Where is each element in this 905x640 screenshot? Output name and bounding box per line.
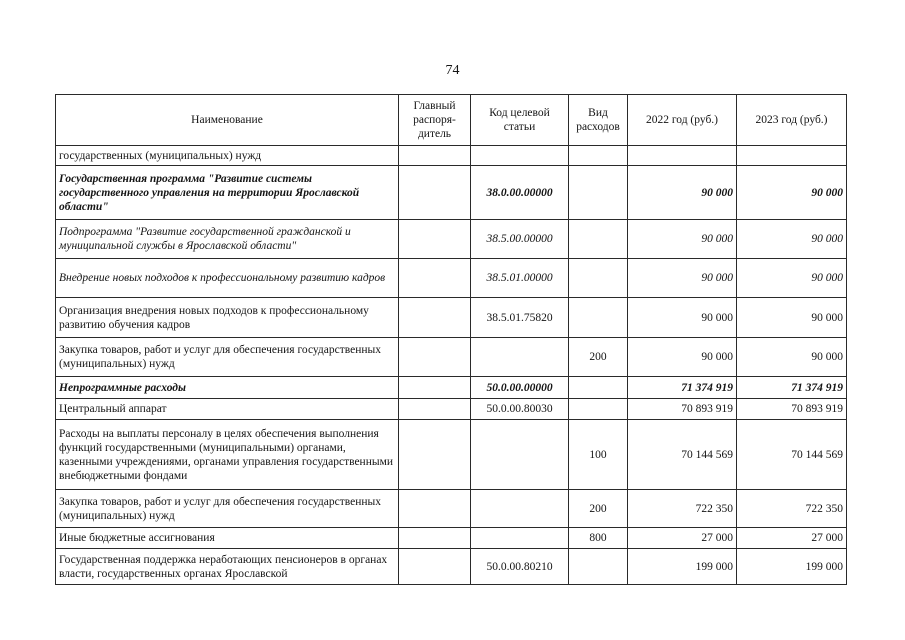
cell-name: Организация внедрения новых подходов к профессиональному развитию обучения кадров xyxy=(56,298,399,338)
cell-name: Подпрограмма "Развитие государственной гражданской и муниципальной службы в Ярославской области" xyxy=(56,220,399,259)
table-row xyxy=(56,166,847,220)
table-row xyxy=(56,420,847,490)
table-row xyxy=(56,220,847,259)
cell-manager xyxy=(399,377,471,399)
cell-manager xyxy=(399,338,471,377)
cell-amount-2023: 70 144 569 xyxy=(737,420,847,490)
table-row xyxy=(56,338,847,377)
cell-amount-2022: 27 000 xyxy=(628,528,737,549)
table-row xyxy=(56,298,847,338)
cell-amount-2023: 199 000 xyxy=(737,549,847,585)
cell-manager xyxy=(399,298,471,338)
cell-amount-2022: 71 374 919 xyxy=(628,377,737,399)
table-row xyxy=(56,377,847,399)
cell-target-code: 38.5.01.00000 xyxy=(471,259,569,298)
table-row xyxy=(56,528,847,549)
cell-amount-2023 xyxy=(737,146,847,166)
cell-expense-type xyxy=(569,166,628,220)
cell-target-code: 50.0.00.80030 xyxy=(471,399,569,420)
cell-amount-2023: 90 000 xyxy=(737,220,847,259)
cell-manager xyxy=(399,528,471,549)
cell-expense-type: 100 xyxy=(569,420,628,490)
cell-target-code: 50.0.00.80210 xyxy=(471,549,569,585)
cell-expense-type xyxy=(569,146,628,166)
cell-expense-type: 200 xyxy=(569,490,628,528)
header-year-2023: 2023 год (руб.) xyxy=(737,95,847,146)
cell-amount-2023: 722 350 xyxy=(737,490,847,528)
cell-amount-2023: 71 374 919 xyxy=(737,377,847,399)
cell-expense-type: 200 xyxy=(569,338,628,377)
table-row xyxy=(56,399,847,420)
cell-amount-2022: 90 000 xyxy=(628,220,737,259)
cell-manager xyxy=(399,420,471,490)
cell-manager xyxy=(399,399,471,420)
cell-target-code xyxy=(471,528,569,549)
cell-target-code xyxy=(471,146,569,166)
cell-amount-2022: 70 893 919 xyxy=(628,399,737,420)
cell-amount-2022: 722 350 xyxy=(628,490,737,528)
page-number: 74 xyxy=(445,63,460,78)
cell-amount-2023: 90 000 xyxy=(737,298,847,338)
cell-expense-type xyxy=(569,220,628,259)
header-manager: Главный распоря-дитель xyxy=(399,95,471,146)
cell-name: Центральный аппарат xyxy=(56,399,399,420)
cell-expense-type xyxy=(569,298,628,338)
cell-amount-2023: 70 893 919 xyxy=(737,399,847,420)
budget-table xyxy=(55,94,847,585)
table-row xyxy=(56,259,847,298)
cell-target-code: 50.0.00.00000 xyxy=(471,377,569,399)
cell-manager xyxy=(399,549,471,585)
cell-amount-2022: 90 000 xyxy=(628,298,737,338)
cell-manager xyxy=(399,490,471,528)
cell-target-code xyxy=(471,490,569,528)
cell-amount-2022: 199 000 xyxy=(628,549,737,585)
table-row xyxy=(56,146,847,166)
header-year-2022: 2022 год (руб.) xyxy=(628,95,737,146)
cell-manager xyxy=(399,259,471,298)
header-name: Наименование xyxy=(56,95,399,146)
cell-name: Государственная поддержка неработающих пенсионеров в органах власти, государственных органах Ярославской xyxy=(56,549,399,585)
cell-expense-type xyxy=(569,377,628,399)
cell-target-code: 38.5.01.75820 xyxy=(471,298,569,338)
table-row xyxy=(56,490,847,528)
cell-name: Непрограммные расходы xyxy=(56,377,399,399)
cell-amount-2022: 90 000 xyxy=(628,338,737,377)
cell-manager xyxy=(399,166,471,220)
cell-name: Внедрение новых подходов к профессиональному развитию кадров xyxy=(56,259,399,298)
cell-target-code xyxy=(471,338,569,377)
cell-amount-2022: 90 000 xyxy=(628,259,737,298)
cell-expense-type xyxy=(569,399,628,420)
cell-amount-2023: 90 000 xyxy=(737,166,847,220)
cell-target-code xyxy=(471,420,569,490)
cell-name: государственных (муниципальных) нужд xyxy=(56,146,399,166)
table-header-row xyxy=(56,95,847,146)
cell-name: Закупка товаров, работ и услуг для обеспечения государственных (муниципальных) нужд xyxy=(56,490,399,528)
cell-expense-type xyxy=(569,259,628,298)
header-expense-type: Вид расходов xyxy=(569,95,628,146)
cell-amount-2023: 90 000 xyxy=(737,259,847,298)
cell-manager xyxy=(399,220,471,259)
table-body xyxy=(56,146,847,585)
cell-amount-2022: 70 144 569 xyxy=(628,420,737,490)
cell-name: Иные бюджетные ассигнования xyxy=(56,528,399,549)
cell-manager xyxy=(399,146,471,166)
cell-amount-2022: 90 000 xyxy=(628,166,737,220)
cell-expense-type: 800 xyxy=(569,528,628,549)
cell-amount-2023: 27 000 xyxy=(737,528,847,549)
cell-target-code: 38.0.00.00000 xyxy=(471,166,569,220)
cell-amount-2022 xyxy=(628,146,737,166)
cell-name: Государственная программа "Развитие системы государственного управления на территории Ярославской области" xyxy=(56,166,399,220)
header-target-code: Код целевой статьи xyxy=(471,95,569,146)
table-row xyxy=(56,549,847,585)
cell-target-code: 38.5.00.00000 xyxy=(471,220,569,259)
cell-expense-type xyxy=(569,549,628,585)
cell-name: Расходы на выплаты персоналу в целях обеспечения выполнения функций государственными (муниципальными) органами, казенными учреждениями, органами управления государственными внебюджетными фондами xyxy=(56,420,399,490)
cell-name: Закупка товаров, работ и услуг для обеспечения государственных (муниципальных) нужд xyxy=(56,338,399,377)
cell-amount-2023: 90 000 xyxy=(737,338,847,377)
